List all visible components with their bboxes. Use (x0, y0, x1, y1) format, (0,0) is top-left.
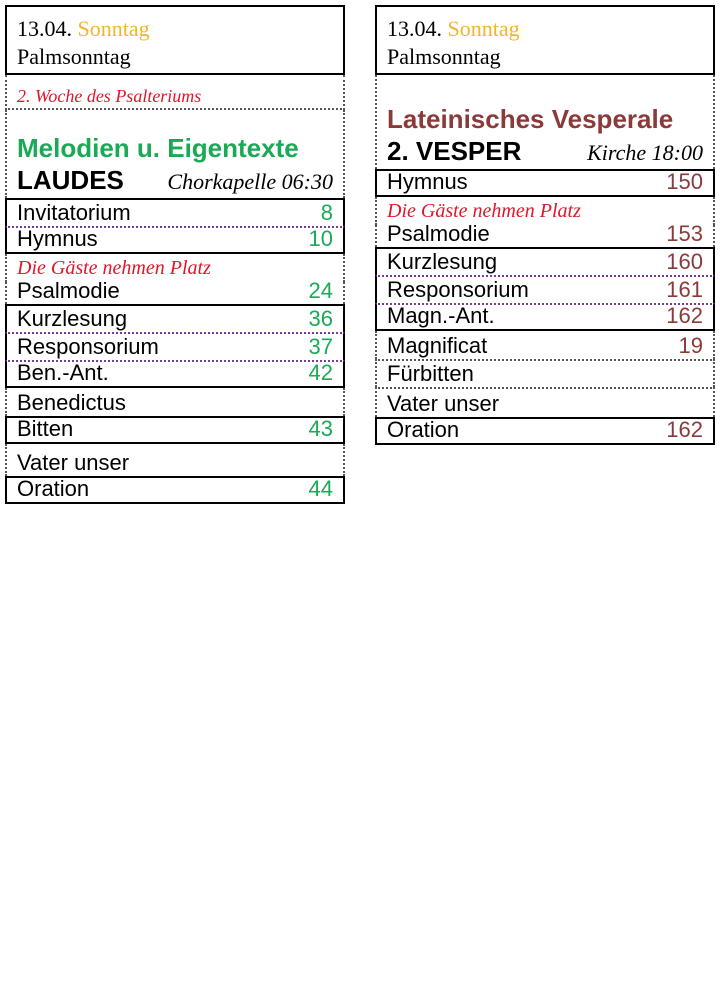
item-page: 43 (308, 416, 333, 441)
list-item (375, 417, 715, 445)
hour-name: LAUDES (17, 165, 124, 195)
hour-header (5, 110, 345, 198)
item-label: Bitten (17, 416, 74, 441)
hour-line (17, 164, 333, 198)
item-label: Hymnus (387, 169, 468, 194)
item-page: 8 (320, 200, 333, 225)
list-item (375, 247, 715, 275)
list-item (375, 331, 715, 359)
book-title: Melodien u. Eigentexte (17, 133, 299, 163)
item-page: 24 (308, 278, 333, 303)
item-page: 19 (678, 333, 703, 358)
item-page: 153 (666, 221, 703, 246)
list-item (5, 332, 345, 360)
item-label: Ben.-Ant. (17, 360, 109, 385)
list-item (5, 444, 345, 476)
list-item (375, 359, 715, 387)
weekday: Sonntag (77, 16, 150, 41)
item-page: 10 (308, 226, 333, 251)
hour-place-time: Kirche 18:00 (587, 140, 703, 165)
item-label: Fürbitten (387, 361, 474, 386)
item-page: 162 (666, 303, 703, 328)
list-item (375, 387, 715, 417)
date-header (375, 5, 715, 75)
item-label: Oration (17, 476, 90, 501)
list-item (5, 416, 345, 444)
item-label: Responsorium (17, 334, 159, 359)
vesper-column (375, 5, 715, 445)
item-label: Vater unser (17, 450, 130, 475)
item-page: 160 (666, 249, 703, 274)
list-item (375, 221, 715, 247)
item-label: Responsorium (387, 277, 529, 302)
weekday: Sonntag (447, 16, 520, 41)
list-item (375, 303, 715, 331)
hour-header (375, 75, 715, 169)
laudes-column (5, 5, 345, 504)
item-label: Psalmodie (387, 221, 490, 246)
item-label: Oration (387, 417, 460, 442)
list-item (5, 226, 345, 254)
item-label: Magn.-Ant. (387, 303, 495, 328)
item-page: 36 (308, 306, 333, 331)
feast-name: Palmsonntag (17, 44, 131, 69)
item-page: 44 (308, 476, 333, 501)
item-page: 162 (666, 417, 703, 442)
book-title: Lateinisches Vesperale (387, 104, 674, 134)
list-item (5, 476, 345, 504)
date: 13.04. (17, 16, 72, 41)
date-header (5, 5, 345, 75)
psalter-week: 2. Woche des Psalteriums (5, 75, 345, 110)
item-label: Psalmodie (17, 278, 120, 303)
item-label: Benedictus (17, 390, 126, 415)
item-page: 161 (666, 277, 703, 302)
list-item (5, 388, 345, 416)
item-page: 150 (666, 169, 703, 194)
list-item (5, 360, 345, 388)
guest-note: Die Gäste nehmen Platz (375, 197, 715, 225)
hour-line (387, 135, 703, 169)
hour-name: 2. VESPER (387, 136, 522, 166)
item-label: Kurzlesung (387, 249, 498, 274)
item-page: 37 (308, 334, 333, 359)
list-item (5, 278, 345, 304)
item-label: Vater unser (387, 391, 500, 416)
list-item (5, 198, 345, 226)
item-label: Magnificat (387, 333, 488, 358)
hour-place-time: Chorkapelle 06:30 (167, 169, 333, 194)
item-page: 42 (308, 360, 333, 385)
item-label: Invitatorium (17, 200, 131, 225)
list-item (5, 304, 345, 332)
item-label: Hymnus (17, 226, 98, 251)
item-label: Kurzlesung (17, 306, 128, 331)
date: 13.04. (387, 16, 442, 41)
guest-note: Die Gäste nehmen Platz (5, 254, 345, 282)
list-item (375, 169, 715, 197)
list-item (375, 275, 715, 303)
feast-name: Palmsonntag (387, 44, 501, 69)
